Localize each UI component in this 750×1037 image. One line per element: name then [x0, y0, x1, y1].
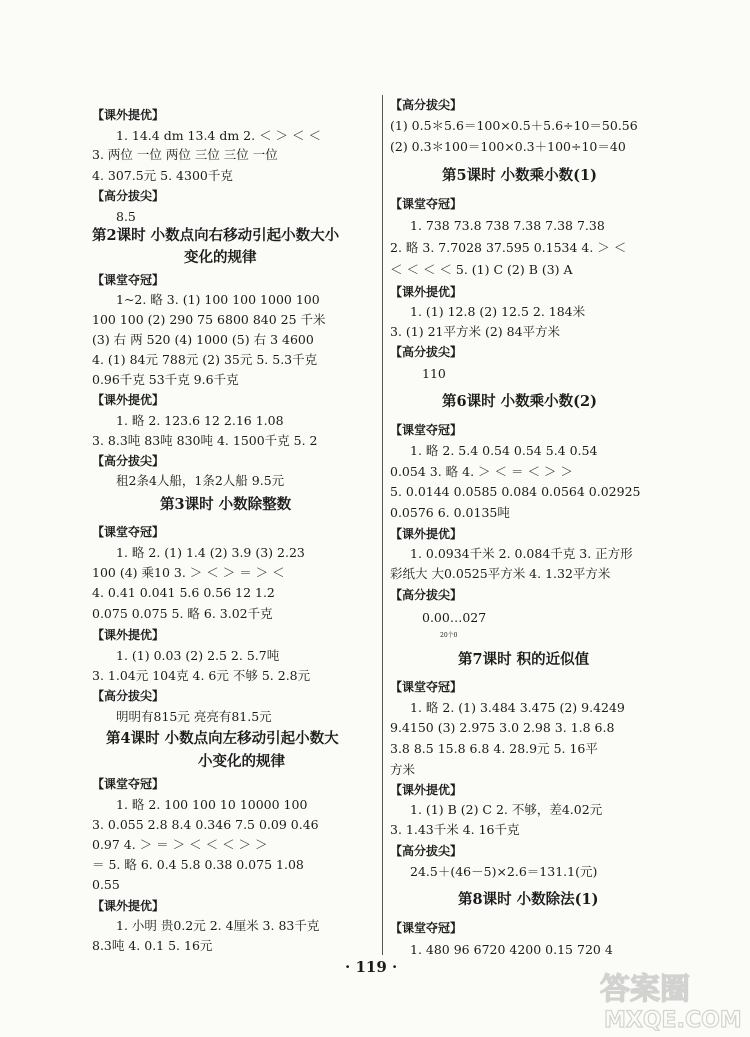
answer-line: 1. 略 2. (1) 3.484 3.475 (2) 9.4249: [410, 700, 625, 715]
answer-line: 0.55: [92, 877, 120, 892]
section-tag: 【课外提优】: [92, 108, 165, 122]
answer-line: 0.97 4. ＞ ＝ ＞ ＜ ＜ ＜ ＞ ＞: [92, 837, 268, 852]
section-tag: 【高分拔尖】: [92, 689, 165, 703]
answer-line: 1. 14.4 dm 13.4 dm 2. ＜ ＞ ＜ ＜: [116, 128, 321, 143]
answer-line: 1. 0.0934千米 2. 0.084千克 3. 正方形: [410, 546, 633, 561]
section-tag: 【高分拔尖】: [390, 844, 463, 858]
lesson-heading: 第3课时 小数除整数: [160, 496, 292, 513]
section-tag: 【课堂夺冠】: [390, 680, 463, 694]
answer-line: ＜ ＜ ＜ ＜ 5. (1) C (2) B (3) A: [390, 262, 573, 277]
section-tag: 【高分拔尖】: [390, 98, 463, 112]
answer-line: 0.075 0.075 5. 略 6. 3.02千克: [92, 606, 273, 621]
answer-line: 1. 略 2. 100 100 10 10000 100: [116, 797, 308, 812]
answer-line: 3. 0.055 2.8 8.4 0.346 7.5 0.09 0.46: [92, 817, 319, 832]
answer-line: 3. 8.3吨 83吨 830吨 4. 1500千克 5. 2: [92, 433, 318, 448]
answer-line: 1. 略 2. 5.4 0.54 0.54 5.4 0.54: [410, 443, 598, 458]
answer-line: (1) 0.5＊5.6＝100×0.5＋5.6÷10＝50.56: [390, 118, 638, 133]
section-tag: 【课堂夺冠】: [92, 273, 165, 287]
section-tag: 【高分拔尖】: [92, 189, 165, 203]
lesson-heading: 第2课时 小数点向右移动引起小数大小: [92, 227, 340, 244]
answer-line: 0.96千克 53千克 9.6千克: [92, 372, 239, 387]
answer-line: (3) 右 两 520 (4) 1000 (5) 右 3 4600: [92, 332, 314, 347]
answer-line: (2) 0.3＊100＝100×0.3＋100÷10＝40: [390, 139, 626, 154]
answer-line: 3. 1.04元 104克 4. 6元 不够 5. 2.8元: [92, 668, 311, 683]
section-tag: 【课外提优】: [390, 527, 463, 541]
answer-line: 3. 1.43千米 4. 16千克: [390, 822, 520, 837]
answer-line: 0.00…027: [422, 610, 487, 625]
section-tag: 【课外提优】: [92, 628, 165, 642]
answer-line: 110: [422, 366, 446, 381]
answer-line: 明明有815元 亮亮有81.5元: [116, 709, 272, 724]
section-tag: 【课堂夺冠】: [390, 921, 463, 935]
answer-line: 9.4150 (3) 2.975 3.0 2.98 3. 1.8 6.8: [390, 720, 615, 735]
section-tag: 【高分拔尖】: [92, 454, 165, 468]
answer-line: 2. 略 3. 7.7028 37.595 0.1534 4. ＞ ＜: [390, 240, 627, 255]
answer-line: 5. 0.0144 0.0585 0.084 0.0564 0.02925: [390, 484, 641, 499]
watermark-sub: MXQE.COM: [604, 1008, 742, 1033]
answer-line: 彩纸大 大0.0525平方米 4. 1.32平方米: [390, 566, 611, 581]
answer-line: 4. 0.41 0.041 5.6 0.56 12 1.2: [92, 585, 275, 600]
answer-line: 1. 略 2. 123.6 12 2.16 1.08: [116, 413, 284, 428]
section-tag: 【课外提优】: [92, 899, 165, 913]
answer-line: ＝ 5. 略 6. 0.4 5.8 0.38 0.075 1.08: [92, 857, 304, 872]
answer-line: 1. 480 96 6720 4200 0.15 720 4: [410, 942, 613, 957]
answer-line: 3. 两位 一位 两位 三位 三位 一位: [92, 147, 278, 162]
answer-line: 0.054 3. 略 4. ＞ ＜ ＝ ＜ ＞ ＞: [390, 464, 573, 479]
answer-line: 方米: [390, 762, 416, 777]
answer-line: 1~2. 略 3. (1) 100 100 1000 100: [116, 292, 320, 307]
answer-line: 1. (1) 12.8 (2) 12.5 2. 184米: [410, 304, 586, 319]
watermark-text: 答案圈: [600, 972, 690, 1007]
lesson-heading-cont: 小变化的规律: [198, 753, 285, 770]
lesson-heading: 第8课时 小数除法(1): [458, 891, 599, 908]
answer-line: 24.5＋(46－5)×2.6＝131.1(元): [410, 864, 598, 879]
section-tag: 【课外提优】: [390, 783, 463, 797]
answer-line: 租2条4人船，1条2人船 9.5元: [116, 473, 285, 488]
answer-line: 4. 307.5元 5. 4300千克: [92, 168, 233, 183]
watermark-logo: [596, 963, 746, 1033]
section-tag: 【课堂夺冠】: [92, 525, 165, 539]
section-tag: 【高分拔尖】: [390, 588, 463, 602]
answer-line: 4. (1) 84元 788元 (2) 35元 5. 5.3千克: [92, 352, 318, 367]
column-divider: [382, 95, 383, 955]
answer-line: 3.8 8.5 15.8 6.8 4. 28.9元 5. 16平: [390, 741, 598, 756]
lesson-heading: 第7课时 积的近似值: [458, 651, 590, 668]
brace-note: 20个0: [440, 632, 458, 639]
answer-line: 3. (1) 21平方米 (2) 84平方米: [390, 324, 561, 339]
section-tag: 【课堂夺冠】: [390, 423, 463, 437]
page-number: · 119 ·: [345, 958, 398, 976]
answer-line: 1. (1) 0.03 (2) 2.5 2. 5.7吨: [116, 648, 280, 663]
lesson-heading: 第5课时 小数乘小数(1): [442, 167, 597, 184]
answer-line: 1. 略 2. (1) 1.4 (2) 3.9 (3) 2.23: [116, 545, 305, 560]
answer-line: 8.5: [116, 209, 136, 224]
section-tag: 【课外提优】: [390, 285, 463, 299]
section-tag: 【课外提优】: [92, 393, 165, 407]
section-tag: 【课堂夺冠】: [92, 777, 165, 791]
lesson-heading: 第4课时 小数点向左移动引起小数大: [106, 730, 339, 747]
answer-line: 0.0576 6. 0.0135吨: [390, 505, 510, 520]
lesson-heading: 第6课时 小数乘小数(2): [442, 393, 597, 410]
answer-line: 100 (4) 乘10 3. ＞ ＜ ＞ ＝ ＞ ＜: [92, 565, 285, 580]
section-tag: 【课堂夺冠】: [390, 197, 463, 211]
answer-line: 8.3吨 4. 0.1 5. 16元: [92, 938, 213, 953]
lesson-heading-cont: 变化的规律: [184, 249, 257, 266]
answer-line: 1. 738 73.8 738 7.38 7.38 7.38: [410, 218, 605, 233]
section-tag: 【高分拔尖】: [390, 345, 463, 359]
answer-line: 1. (1) B (2) C 2. 不够，差4.02元: [410, 802, 603, 817]
answer-line: 1. 小明 贵0.2元 2. 4厘米 3. 83千克: [116, 918, 320, 933]
answer-line: 100 100 (2) 290 75 6800 840 25 千米: [92, 312, 326, 327]
